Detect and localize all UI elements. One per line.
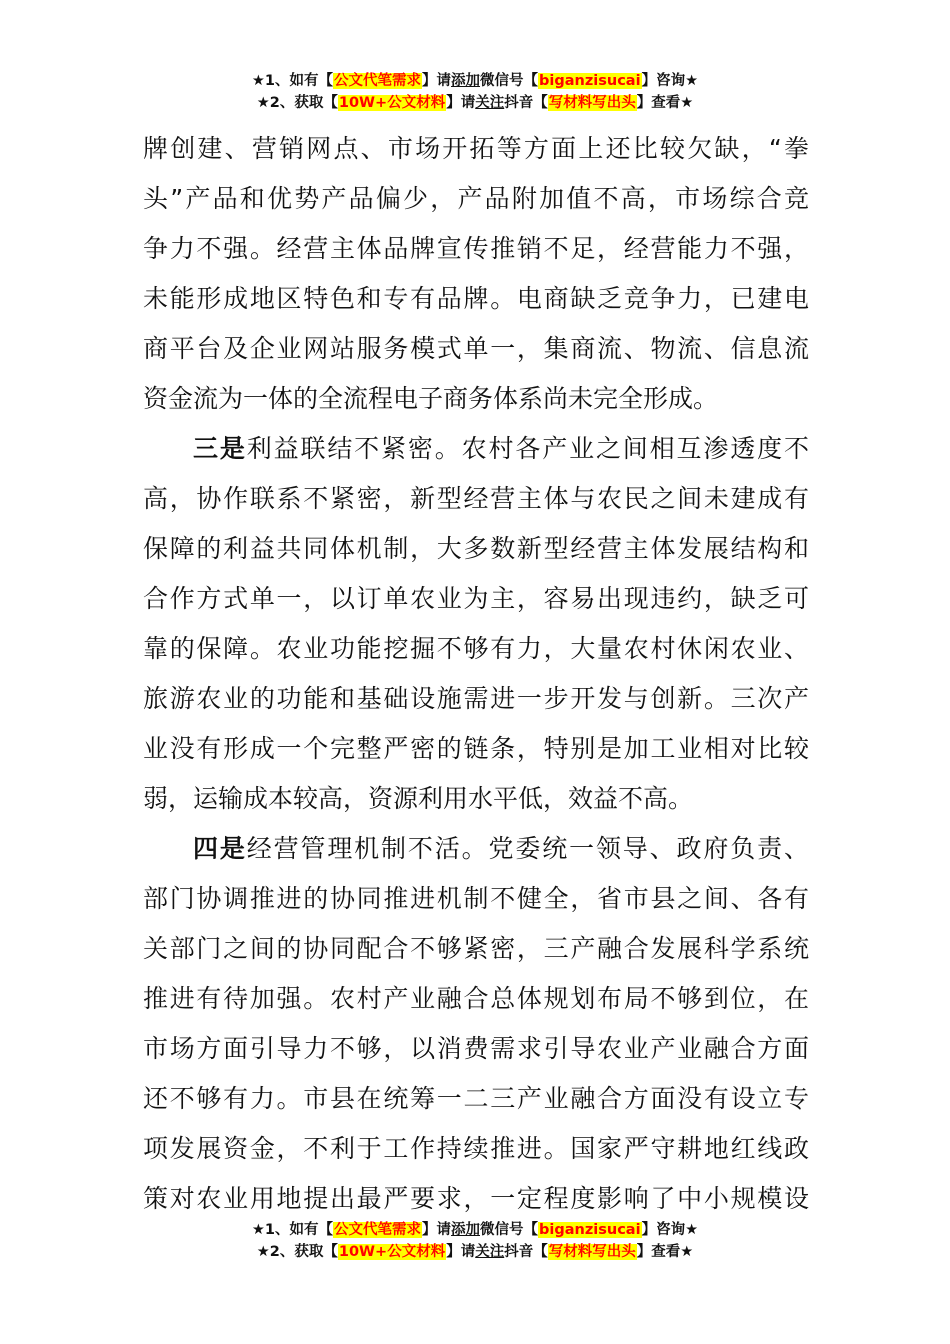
text-line: 头”产品和优势产品偏少，产品附加值不高，市场综合竞 [143,184,809,213]
wechat-id: biganzisucai [539,1222,641,1238]
paragraph-3 [143,824,809,1224]
text-line: 业没有形成一个完整严密的链条，特别是加工业相对比较 [143,734,809,763]
paragraph-2 [143,424,809,824]
text-line: 弱，运输成本较高，资源利用水平低，效益不高。 [143,784,694,813]
text-line: 合作方式单一，以订单农业为主，容易出现违约，缺乏可 [143,584,809,613]
star-icon: ★ [685,73,699,89]
text-line: 保障的利益共同体机制，大多数新型经营主体发展结构和 [143,534,809,563]
paragraph-1 [143,124,809,424]
text-line: 靠的保障。农业功能挖掘不够有力，大量农村休闲农业、 [143,634,809,663]
banner-line-1: ★1、如有【公文代笔需求】请添加微信号【biganzisucai】咨询★ [251,1222,699,1238]
banner-line-2: ★2、获取【10W+公文材料】请关注抖音【写材料写出头】查看★ [256,1244,694,1260]
star-icon: ★ [251,73,265,89]
text-line: 争力不强。经营主体品牌宣传推销不足，经营能力不强， [143,234,809,263]
paragraph-lead: 四是 [193,834,247,863]
footer-banner [0,1219,950,1263]
star-icon: ★ [256,95,270,111]
highlight-ghostwriting: 公文代笔需求 [334,73,422,89]
banner-line-1: ★1、如有【公文代笔需求】请添加微信号【biganzisucai】咨询★ [251,73,699,89]
document-body [143,124,809,1224]
text-line: 高，协作联系不紧密，新型经营主体与农民之间未建成有 [143,484,809,513]
paragraph-lead: 三是 [193,434,247,463]
star-icon: ★ [680,1244,694,1260]
douyin-account: 写材料写出头 [548,1244,636,1260]
text-line: 部门协调推进的协同推进机制不健全，省市县之间、各有 [143,884,809,913]
text-line: 项发展资金，不利于工作持续推进。国家严守耕地红线政 [143,1134,809,1163]
text-line: 推进有待加强。农村产业融合总体规划布局不够到位，在 [143,984,809,1013]
highlight-materials: 10W+公文材料 [338,1244,446,1260]
text-line: 资金流为一体的全流程电子商务体系尚未完全形成。 [143,384,719,413]
highlight-ghostwriting: 公文代笔需求 [334,1222,422,1238]
text-line: 市场方面引导力不够，以消费需求引导农业产业融合方面 [143,1034,809,1063]
text-line: 未能形成地区特色和专有品牌。电商缺乏竞争力，已建电 [143,284,809,313]
text-line: 商平台及企业网站服务模式单一，集商流、物流、信息流 [143,334,809,363]
douyin-account: 写材料写出头 [548,95,636,111]
text-line: 四是经营管理机制不活。党委统一领导、政府负责、 [193,834,809,863]
wechat-id: biganzisucai [539,73,641,89]
banner-line-2: ★2、获取【10W+公文材料】请关注抖音【写材料写出头】查看★ [256,95,694,111]
highlight-materials: 10W+公文材料 [338,95,446,111]
text-line: 牌创建、营销网点、市场开拓等方面上还比较欠缺，“拳 [143,134,809,163]
header-banner [0,70,950,114]
star-icon: ★ [680,95,694,111]
text-line: 还不够有力。市县在统筹一二三产业融合方面没有设立专 [143,1084,809,1113]
text-line: 关部门之间的协同配合不够紧密，三产融合发展科学系统 [143,934,809,963]
star-icon: ★ [256,1244,270,1260]
text-line: 策对农业用地提出最严要求，一定程度影响了中小规模设 [143,1184,809,1213]
text-line: 三是利益联结不紧密。农村各产业之间相互渗透度不 [193,434,809,463]
star-icon: ★ [251,1222,265,1238]
text-line: 旅游农业的功能和基础设施需进一步开发与创新。三次产 [143,684,809,713]
star-icon: ★ [685,1222,699,1238]
